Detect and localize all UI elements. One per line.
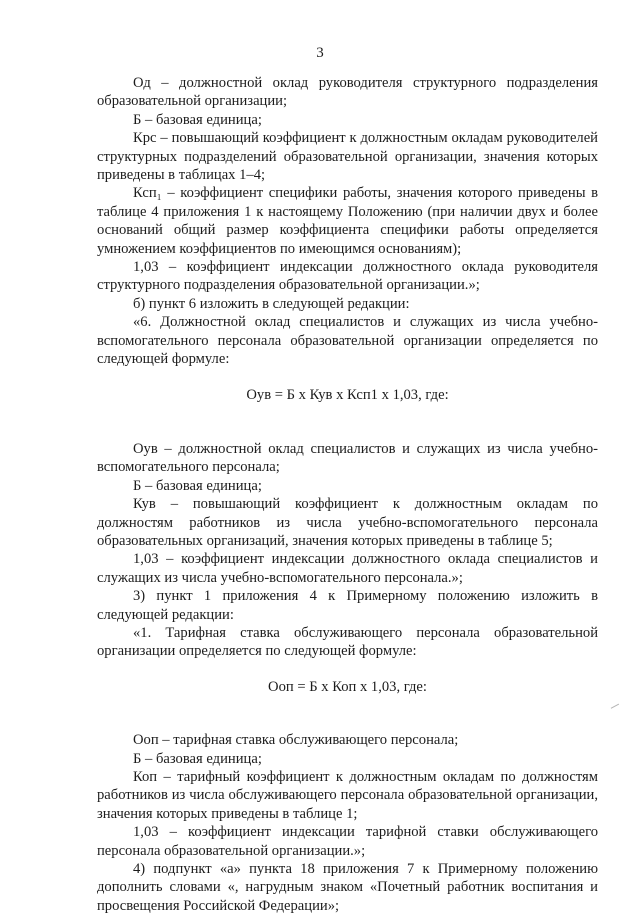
paragraph: Б – базовая единица; — [133, 111, 262, 128]
paragraph: Ксп₁ – коэффициент специфики работы, значения которого приведены в таблице 4 приложения 1 к настоящему Положению (при наличии двух и более оснований общий размер коэффициента специфики работы определяется умножением коэффициентов по имеющимся основаниям); — [97, 185, 598, 257]
formula-ouv: Оув = Б х Кув х Ксп1 х 1,03, где: — [246, 386, 449, 403]
paragraph: «6. Должностной оклад специалистов и служащих из числа учебно-вспомогательного персонала образовательной организации определяется по следующей формуле: — [97, 314, 598, 368]
paragraph: Од – должностной оклад руководителя структурного подразделения образовательной организации; — [97, 75, 598, 110]
formula-oop: Ооп = Б х Коп х 1,03, где: — [268, 678, 427, 695]
paragraph: 1,03 – коэффициент индексации должностного оклада специалистов и служащих из числа учебно-вспомогательного персонала.»; — [97, 551, 598, 586]
paragraph: 1,03 – коэффициент индексации должностного оклада руководителя структурного подразделения образовательной организации.»; — [97, 259, 598, 294]
paragraph: б) пункт 6 изложить в следующей редакции: — [133, 295, 410, 312]
paragraph: Б – базовая единица; — [133, 477, 262, 494]
paragraph: Коп – тарифный коэффициент к должностным окладам по должностям работников из числа обслуживающего персонала образовательной организации, значения которых приведены в таблице 1; — [97, 769, 598, 822]
paragraph: «1. Тарифная ставка обслуживающего персонала образовательной организации определяется по следующей формуле: — [97, 624, 598, 660]
document-body — [97, 74, 598, 915]
paragraph: Ооп – тарифная ставка обслуживающего персонала; — [133, 732, 459, 749]
margin-pen-mark — [608, 698, 619, 708]
paragraph: Кув – повышающий коэффициент к должностным окладам по должностям работников из числа учебно-вспомогательного персонала образовательных организаций, значения которых приведены в таблице 5; — [97, 496, 598, 549]
paragraph: Оув – должностной оклад специалистов и служащих из числа учебно-вспомогательного персонала; — [97, 440, 598, 476]
paragraph: Крс – повышающий коэффициент к должностным окладам руководителей структурных подразделений образовательной организации, значения которых приведены в таблицах 1–4; — [97, 130, 598, 184]
page-number: 3 — [316, 45, 324, 61]
paragraph: Б – базовая единица; — [133, 750, 262, 767]
paragraph: 1,03 – коэффициент индексации тарифной ставки обслуживающего персонала образовательной организации.»; — [97, 824, 598, 859]
paragraph: 3) пункт 1 приложения 4 к Примерному положению изложить в следующей редакции: — [97, 588, 598, 623]
paragraph: 4) подпункт «а» пункта 18 приложения 7 к Примерному положению дополнить словами «, нагрудным знаком «Почетный работник воспитания и просвещения Российской Федерации»; — [97, 861, 598, 914]
